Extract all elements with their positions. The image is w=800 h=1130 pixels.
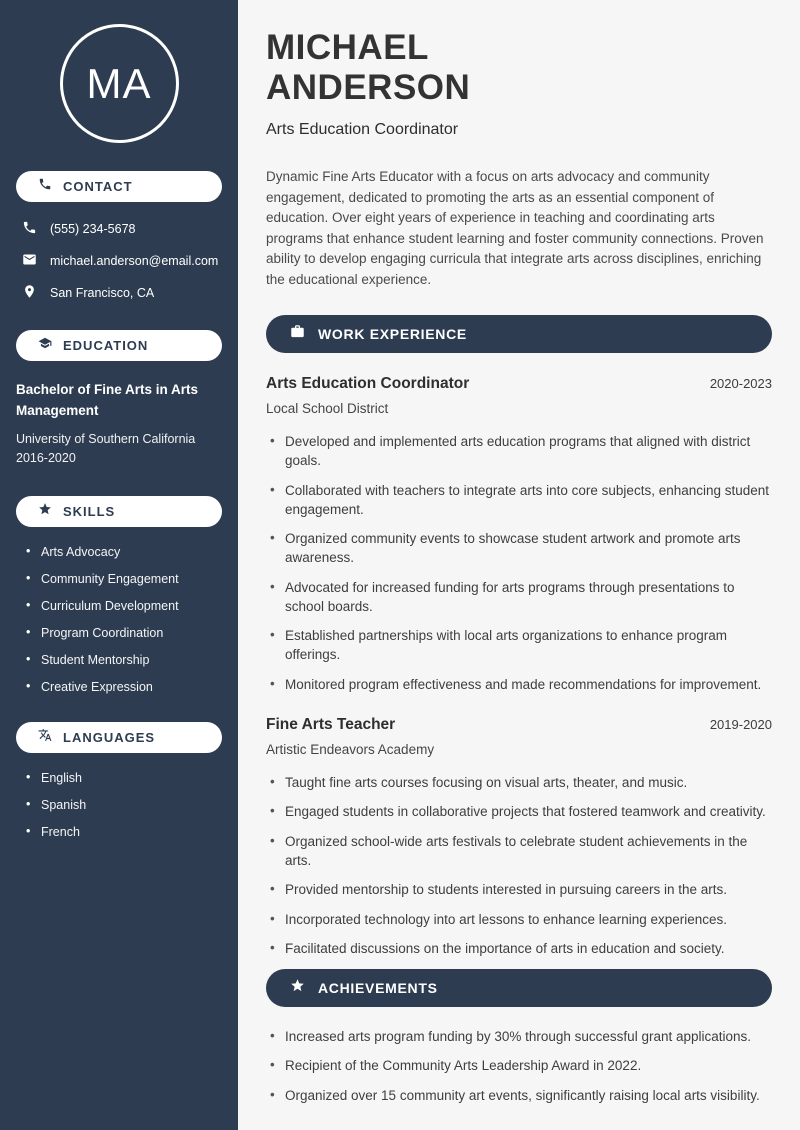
briefcase-icon — [290, 324, 305, 344]
job-bullet: • Organized community events to showcase student artwork and promote arts awareness. — [270, 529, 772, 567]
job-company: Artistic Endeavors Academy — [266, 741, 435, 757]
job-entry — [266, 375, 772, 694]
skill-item: • Student Mentorship — [26, 653, 222, 667]
skill-item: • Arts Advocacy — [26, 545, 222, 559]
star-icon — [38, 502, 52, 521]
skill-item: • Curriculum Development — [26, 599, 222, 613]
achievement-bullet: • Organized over 15 community art events, significantly raising local arts visibility. — [270, 1086, 772, 1105]
contact-phone-row — [22, 220, 222, 238]
job-bullet: • Monitored program effectiveness and made recommendations for improvement. — [270, 675, 772, 694]
languages-section-header — [16, 722, 222, 753]
achievements-section-title: ACHIEVEMENTS — [318, 979, 438, 996]
star-icon — [290, 978, 305, 998]
email-icon — [22, 252, 37, 270]
job-title: Arts Education Coordinator — [266, 375, 470, 392]
sidebar — [0, 0, 238, 1130]
languages-section-title: LANGUAGES — [63, 730, 156, 745]
job-entry — [266, 716, 772, 959]
job-bullet: • Developed and implemented arts education programs that aligned with district goals. — [270, 432, 772, 470]
job-bullet: • Incorporated technology into art lessons to enhance learning experiences. — [270, 910, 772, 929]
work-experience-section-header — [266, 315, 772, 353]
language-item: • English — [26, 771, 222, 785]
skills-section-header — [16, 496, 222, 527]
job-header — [266, 375, 772, 393]
job-bullet: • Engaged students in collaborative projects that fostered teamwork and creativity. — [270, 802, 772, 821]
education-section-header — [16, 330, 222, 361]
person-job-title: Arts Education Coordinator — [266, 121, 459, 138]
education-years: 2016-2020 — [16, 451, 76, 465]
phone-icon — [38, 177, 52, 196]
translate-icon — [38, 728, 52, 747]
achievement-bullet: • Increased arts program funding by 30% through successful grant applications. — [270, 1027, 772, 1046]
job-company: Local School District — [266, 401, 389, 416]
job-bullet: • Provided mentorship to students interested in pursuing careers in the arts. — [270, 880, 772, 899]
job-dates: 2019-2020 — [709, 716, 772, 732]
contact-location-value: San Francisco, CA — [50, 286, 155, 300]
summary-paragraph: Dynamic Fine Arts Educator with a focus on arts advocacy and community engagement, dedicated to promoting the arts as an essential component of education. Over eight years of experience in teaching and coordinating arts programs that enhance student learning and foster community connections. Proven ability to develop engaging curricula that integrate arts across disciplines, enriching the educational experience. — [266, 169, 764, 287]
contact-section-header — [16, 171, 222, 202]
work-experience-section-title: WORK EXPERIENCE — [318, 326, 467, 342]
avatar-initials: MA — [86, 59, 152, 107]
avatar — [60, 24, 179, 143]
name-line-2: ANDERSON — [266, 68, 471, 107]
education-section-title: EDUCATION — [63, 338, 149, 353]
language-item: • French — [26, 825, 222, 839]
achievements-list — [270, 1027, 772, 1105]
education-school: University of Southern California — [16, 432, 196, 446]
job-bullet: • Taught fine arts courses focusing on visual arts, theater, and music. — [270, 773, 772, 792]
job-bullet: • Collaborated with teachers to integrate arts into core subjects, enhancing student engagement. — [270, 481, 772, 519]
contact-section-title: CONTACT — [63, 179, 133, 194]
job-title: Fine Arts Teacher — [266, 715, 396, 733]
skills-list — [26, 545, 222, 694]
skill-item: • Community Engagement — [26, 572, 222, 586]
contact-location-row — [22, 284, 222, 302]
job-bullet: • Organized school-wide arts festivals to celebrate student achievements in the arts. — [270, 832, 772, 870]
achievement-bullet: • Recipient of the Community Arts Leadership Award in 2022. — [270, 1056, 772, 1075]
job-bullet-list — [270, 432, 772, 694]
job-dates: 2020-2023 — [709, 376, 772, 391]
job-bullet: • Facilitated discussions on the importance of arts in education and society. — [270, 939, 772, 958]
job-bullet: • Established partnerships with local arts organizations to enhance program offerings. — [270, 626, 772, 664]
phone-icon — [22, 220, 37, 238]
languages-list — [26, 771, 222, 839]
contact-phone-value: (555) 234-5678 — [50, 222, 136, 236]
name-line-1: MICHAEL — [266, 28, 429, 67]
skill-item: • Program Coordination — [26, 626, 222, 640]
education-degree: Bachelor of Fine Arts in Arts Management — [16, 382, 199, 418]
skills-section-title: SKILLS — [63, 504, 116, 519]
contact-email-value: michael.anderson@email.com — [50, 254, 219, 268]
job-bullet: • Advocated for increased funding for arts programs through presentations to school boards. — [270, 578, 772, 616]
job-bullet-list — [270, 773, 772, 959]
location-pin-icon — [22, 284, 37, 302]
skill-item: • Creative Expression — [26, 680, 222, 694]
person-name — [266, 28, 772, 108]
achievements-section-header — [266, 969, 772, 1007]
contact-email-row — [22, 252, 222, 270]
graduation-cap-icon — [38, 336, 52, 355]
main-content — [238, 0, 800, 1130]
job-header — [266, 716, 772, 734]
language-item: • Spanish — [26, 798, 222, 812]
